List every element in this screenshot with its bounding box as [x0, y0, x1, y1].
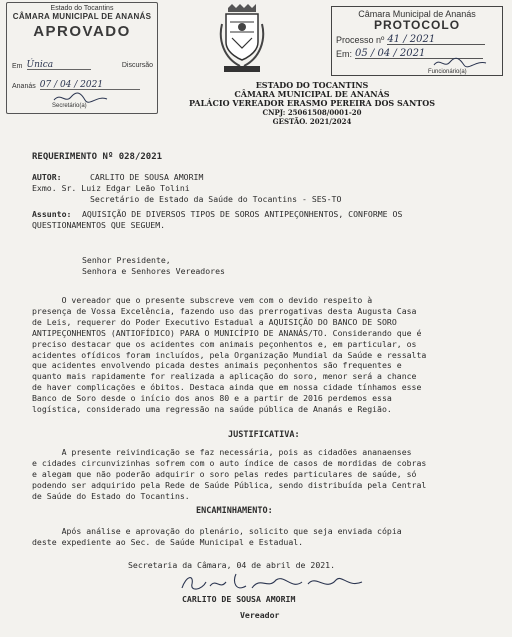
paragraph-line: de Saúde do Estado do Tocantins. — [32, 490, 190, 501]
addressee-name: Exmo. Sr. Luiz Edgar Leão Tolini — [32, 183, 190, 193]
paragraph-line: de haver complicações e óbitos. Destaca ainda que em nossa cidade tínhamos esse — [32, 382, 422, 393]
coat-of-arms-icon — [218, 4, 266, 78]
paragraph-line: A presente reivindicação se faz necessária, pois as cidadões ananaenses — [32, 447, 412, 457]
paragraph-line: podendo ser adquirido pela Rede de Saúde Pública, sendo distribuída pela Central — [32, 479, 427, 490]
stamp-discussion-label: Discursão — [121, 62, 153, 69]
justificativa-title: JUSTIFICATIVA: — [228, 430, 300, 440]
paragraph-forwarding — [32, 526, 500, 548]
autor-label: AUTOR: — [32, 172, 62, 182]
paragraph-line: Banco de Soro desde o início dos anos 80 e a partir de 2016 perdemos essa — [32, 393, 392, 404]
stamp-em-label: Em — [12, 63, 23, 70]
signer-role: Vereador — [240, 610, 280, 620]
protocol-stamp — [331, 6, 503, 76]
autor-value: CARLITO DE SOUSA AMORIM — [90, 172, 204, 182]
assunto-value: AQUISIÇÃO DE DIVERSOS TIPOS DE SOROS ANTIPEÇONHENTOS, CONFORME OS — [82, 209, 403, 219]
assunto-value-cont: QUESTIONAMENTOS QUE SEGUEM. — [32, 220, 166, 230]
paragraph-line: e cidades circunvizinhas sofrem com o auto índice de casos de mordidas de cobras — [32, 457, 427, 468]
stamp-state: Estado do Tocantins — [50, 5, 114, 12]
header-chamber: CÂMARA MUNICIPAL DE ANANÁS — [234, 89, 390, 99]
paragraph-line: preciso destacar que os acidentes com animais peçonhentos e, em particular, os — [32, 338, 417, 349]
protocol-process-value: 41 / 2021 — [387, 34, 485, 45]
header-palace: PALÁCIO VEREADOR ERASMO PEREIRA DOS SANTOS — [189, 98, 435, 108]
encaminhamento-title: ENCAMINHAMENTO: — [196, 506, 273, 516]
paragraph-line: deste expediente ao Sec. de Saúde Municipal e Estadual. — [32, 536, 304, 547]
paragraph-line: ANTIPEÇONHENTOS (ANTIOFÍDICO) PARA O MUNICÍPIO DE ANANÁS/TO. Considerando que é — [32, 327, 422, 338]
header-cnpj: CNPJ: 25061508/0001-20 — [262, 108, 362, 117]
stamp-status: APROVADO — [33, 23, 131, 40]
protocol-signature — [432, 57, 488, 69]
paragraph-line: logística, considerado uma regressão na saúde pública de Ananás e Região. — [32, 404, 392, 415]
paragraph-line: acidentes ofídicos foram incluídos, pela Organização Mundial da Saúde e ressalta — [32, 349, 427, 360]
assunto-label: Assunto: — [32, 209, 72, 219]
protocol-em-value: 05 / 04 / 2021 — [355, 48, 483, 59]
header-state: ESTADO DO TOCANTINS — [255, 80, 369, 90]
salutation-councillors: Senhora e Senhores Vereadores — [82, 266, 225, 276]
addressee-title: Secretário de Estado da Saúde do Tocantins - SES-TO — [90, 194, 342, 204]
paragraph-line: quanto mais rapidamente for realizada a aplicação do soro, menor será a chance — [32, 371, 417, 382]
stamp-em-row — [12, 61, 91, 70]
protocol-em-label: Em: — [336, 49, 353, 59]
paragraph-request — [32, 295, 500, 415]
stamp-em-value: Única — [27, 61, 91, 70]
protocol-process-label: Processo nº — [336, 35, 385, 45]
protocol-process-row — [336, 34, 485, 45]
paragraph-line: que acidentes envolvendo picada destes animais peçonhentos são frequentes e — [32, 360, 402, 371]
salutation-president: Senhor Presidente, — [82, 255, 171, 265]
header-gestao: GESTÃO. 2021/2024 — [272, 117, 352, 126]
paragraph-line: e alegam que não poderão adquirir o soro pelas redes particulares de saúde, só — [32, 468, 417, 479]
stamp-ananas-value: 07 / 04 / 2021 — [40, 81, 140, 90]
stamp-ananas-label: Ananás — [12, 83, 36, 90]
protocol-chamber: Câmara Municipal de Ananás — [358, 9, 476, 19]
protocol-official-label: Funcionário(a) — [428, 69, 467, 75]
paragraph-line: Após análise e aprovação do plenário, solicito que seja enviada cópia — [32, 526, 402, 536]
date-line: Secretaria da Câmara, 04 de abril de 2021. — [128, 560, 336, 570]
paragraph-line: O vereador que o presente subscreve vem com o devido respeito à — [32, 295, 373, 305]
paragraph-line: presença de Vossa Excelência, fazendo uso das prerrogativas desta Augusta Casa — [32, 305, 417, 316]
protocol-title: PROTOCOLO — [373, 18, 461, 32]
stamp-chamber: CÂMARA MUNICIPAL DE ANANÁS — [12, 12, 152, 21]
signer-name: CARLITO DE SOUSA AMORIM — [182, 594, 296, 604]
paragraph-justification — [32, 447, 500, 502]
stamp-secretary-label: Secretário(a) — [52, 103, 87, 109]
requerimento-number: REQUERIMENTO Nº 028/2021 — [32, 152, 163, 162]
paragraph-line: de Leis, requerer do Poder Executivo Estadual a AQUISIÇÃO DO BANCO DE SORO — [32, 316, 397, 327]
